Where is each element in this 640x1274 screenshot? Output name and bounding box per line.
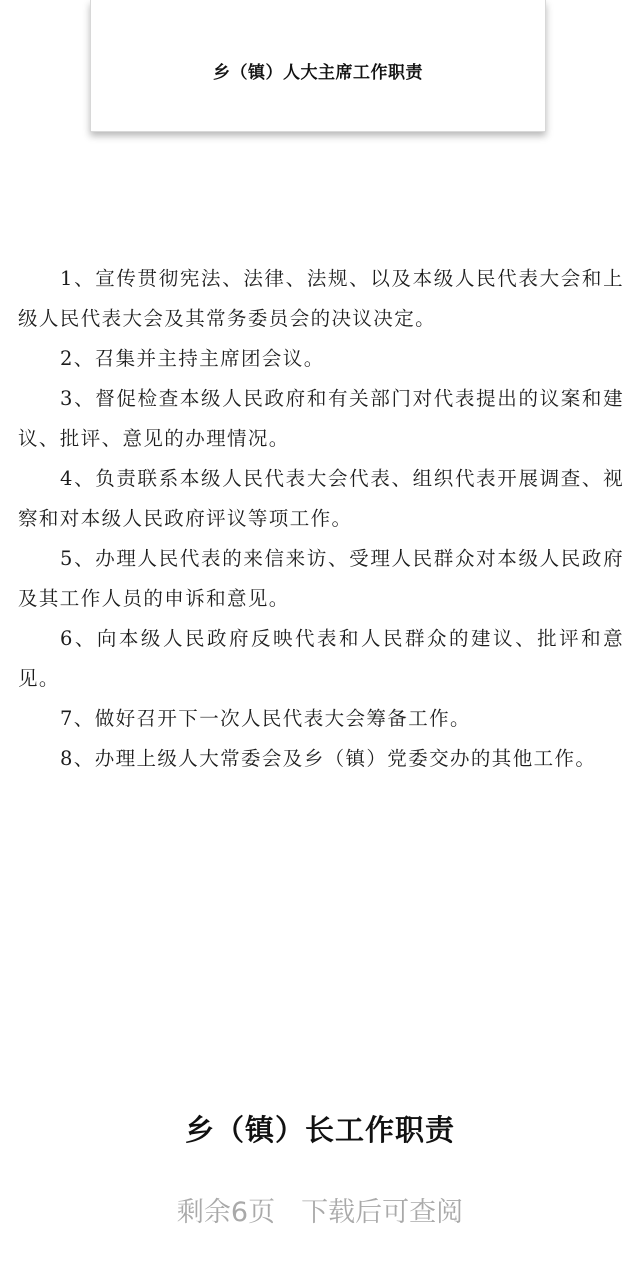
remaining-pages-label: 剩余6页 — [176, 1197, 276, 1228]
next-section-heading: 乡（镇）长工作职责 — [184, 1113, 455, 1147]
duty-item-6: 6、向本级人民政府反映代表和人民群众的建议、批评和意见。 — [18, 627, 624, 690]
duty-item-8: 8、办理上级人大常委会及乡（镇）党委交办的其他工作。 — [60, 747, 597, 770]
duty-item-7: 7、做好召开下一次人民代表大会筹备工作。 — [60, 707, 471, 730]
duty-item-2: 2、召集并主持主席团会议。 — [60, 347, 325, 370]
duty-item-4: 4、负责联系本级人民代表大会代表、组织代表开展调查、视察和对本级人民政府评议等项工作。 — [18, 467, 624, 530]
document-body — [18, 259, 624, 779]
download-prompt[interactable] — [0, 1190, 640, 1229]
duty-item-1: 1、宣传贯彻宪法、法律、法规、以及本级人民代表大会和上级人民代表大会及其常务委员会的决议决定。 — [18, 267, 624, 330]
document-title-card — [90, 0, 546, 132]
duty-item-5: 5、办理人民代表的来信来访、受理人民群众对本级人民政府及其工作人员的申诉和意见。 — [18, 547, 624, 610]
document-title: 乡（镇）人大主席工作职责 — [213, 63, 423, 83]
duty-item-3: 3、督促检查本级人民政府和有关部门对代表提出的议案和建议、批评、意见的办理情况。 — [18, 387, 624, 450]
download-to-view-link[interactable]: 下载后可查阅 — [301, 1197, 464, 1228]
